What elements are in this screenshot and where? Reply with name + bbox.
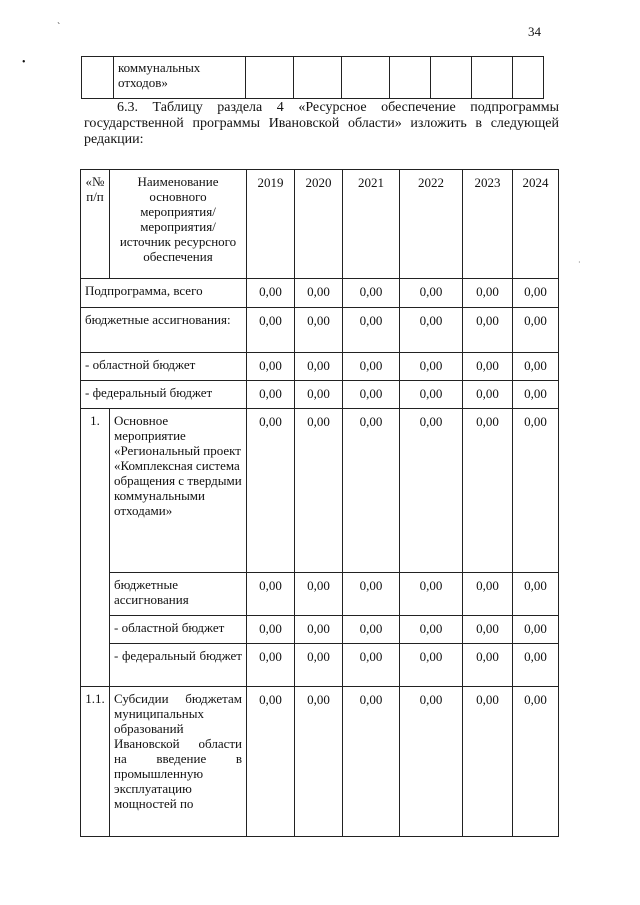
row-label: - федеральный бюджет [110, 644, 247, 687]
row-label: Основное мероприятие «Региональный проект «Комплексная система обращения с твердыми коммунальными отходами» [110, 409, 247, 573]
header-name: Наименование основного мероприятия/ мероприятия/ источник ресурсного обеспечения [110, 170, 247, 279]
row-number: 1. [81, 409, 110, 687]
row-label: - областной бюджет [81, 353, 247, 381]
table-row: - областной бюджет 0,00 0,00 0,00 0,00 0,00 0,00 [81, 616, 559, 644]
header-year: 2022 [400, 170, 463, 279]
body-paragraph: 6.3. Таблицу раздела 4 «Ресурсное обеспечение подпрограммы государственной программы Ивановской области» изложить в следующей редакции: [84, 100, 559, 147]
scan-mark: • [22, 57, 26, 68]
resource-table [80, 169, 559, 837]
table-row: Подпрограмма, всего 0,00 0,00 0,00 0,00 0,00 0,00 [81, 279, 559, 308]
scan-mark: ` [57, 22, 61, 33]
header-num: «№ п/п [81, 170, 110, 279]
row-label: бюджетные ассигнования: [81, 308, 247, 353]
header-year: 2019 [247, 170, 295, 279]
row-label: Субсидии бюджетам муниципальных образований Ивановской области на введение в промышленную эксплуатацию мощностей по [110, 687, 247, 837]
table-row: - федеральный бюджет 0,00 0,00 0,00 0,00 0,00 0,00 [81, 381, 559, 409]
table-row: 1. Основное мероприятие «Региональный проект «Комплексная система обращения с твердыми коммунальными отходами» 0,00 0,00 0,00 0,00 0,00 0,00 [81, 409, 559, 573]
header-year: 2021 [343, 170, 400, 279]
row-label: Подпрограмма, всего [81, 279, 247, 308]
table-row: - областной бюджет 0,00 0,00 0,00 0,00 0,00 0,00 [81, 353, 559, 381]
table-row: бюджетные ассигнования 0,00 0,00 0,00 0,00 0,00 0,00 [81, 573, 559, 616]
table-row [82, 57, 544, 99]
row-label: - областной бюджет [110, 616, 247, 644]
continued-table [81, 56, 544, 99]
row-label: - федеральный бюджет [81, 381, 247, 409]
table-row: бюджетные ассигнования: 0,00 0,00 0,00 0,00 0,00 0,00 [81, 308, 559, 353]
scan-mark: · [578, 258, 581, 267]
row-number: 1.1. [81, 687, 110, 837]
header-year: 2020 [295, 170, 343, 279]
header-row [81, 170, 559, 279]
row-label: бюджетные ассигнования [110, 573, 247, 616]
page-number: 34 [528, 24, 541, 39]
header-year: 2024 [513, 170, 559, 279]
row-label: коммунальных отходов» [114, 57, 246, 99]
header-year: 2023 [463, 170, 513, 279]
table-row: - федеральный бюджет 0,00 0,00 0,00 0,00 0,00 0,00 [81, 644, 559, 687]
table-row: 1.1. Субсидии бюджетам муниципальных образований Ивановской области на введение в промышленную эксплуатацию мощностей по 0,00 0,00 0,00 0,00 0,00 0,00 [81, 687, 559, 837]
